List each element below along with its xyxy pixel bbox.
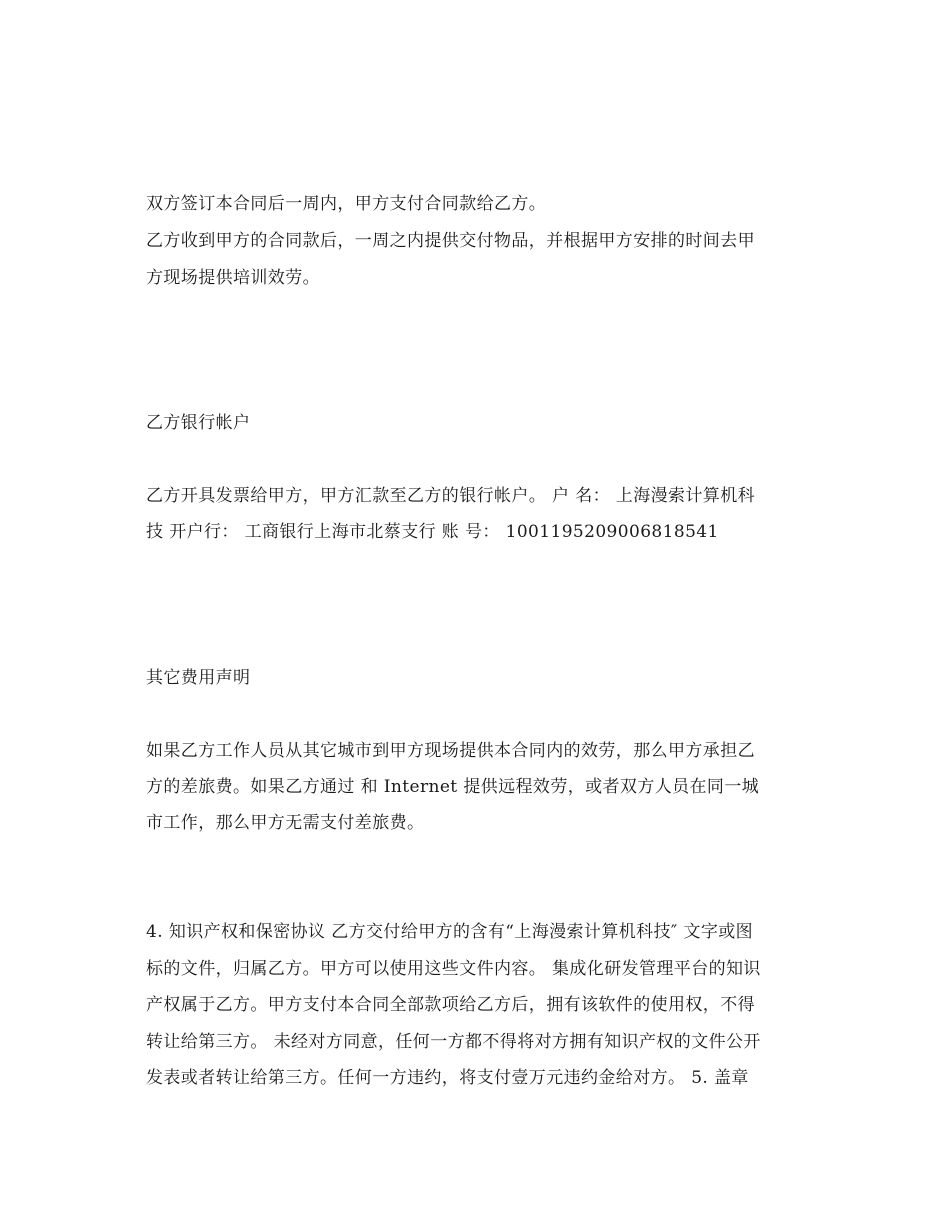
bank-section-heading: 乙方银行帐户 (146, 413, 251, 433)
payment-line-3: 方现场提供培训效劳。 (146, 268, 320, 288)
expenses-line-3: 市工作，那么甲方无需支付差旅费。 (146, 813, 425, 833)
ip-line-1: 4. 知识产权和保密协议 乙方交付给甲方的含有“上海漫索计算机科技″ 文字或图 (146, 922, 754, 942)
expenses-line-1: 如果乙方工作人员从其它城市到甲方现场提供本合同内的效劳，那么甲方承担乙 (146, 741, 755, 761)
expenses-line-2: 方的差旅费。如果乙方通过 和 Internet 提供远程效劳，或者双方人员在同一城 (146, 777, 760, 797)
payment-line-2: 乙方收到甲方的合同款后，一周之内提供交付物品，并根据甲方安排的时间去甲 (146, 231, 755, 251)
bank-line-2: 技 开户行： 工商银行上海市北蔡支行 账 号： 1001195209006818541 (146, 522, 719, 542)
bank-line-1: 乙方开具发票给甲方，甲方汇款至乙方的银行帐户。 户 名： 上海漫索计算机科 (146, 486, 756, 506)
ip-line-2: 标的文件，归属乙方。甲方可以使用这些文件内容。 集成化研发管理平台的知识 (146, 959, 761, 979)
expenses-section-heading: 其它费用声明 (146, 668, 251, 688)
payment-line-1: 双方签订本合同后一周内，甲方支付合同款给乙方。 (146, 194, 547, 214)
ip-line-5: 发表或者转让给第三方。任何一方违约，将支付壹万元违约金给对方。 5. 盖章 (146, 1068, 749, 1088)
ip-line-4: 转让给第三方。 未经对方同意，任何一方都不得将对方拥有知识产权的文件公开 (146, 1032, 761, 1052)
ip-line-3: 产权属于乙方。甲方支付本合同全部款项给乙方后，拥有该软件的使用权，不得 (146, 995, 755, 1015)
